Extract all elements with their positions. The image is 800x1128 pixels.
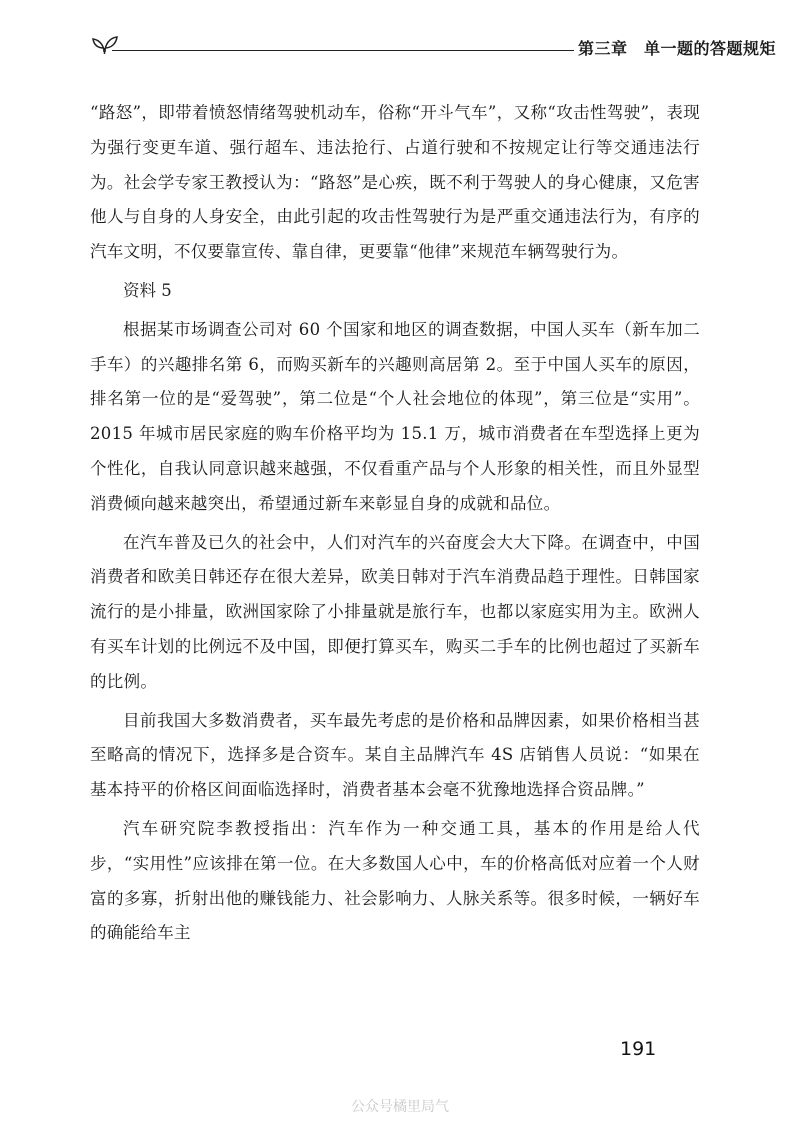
chapter-title: 第三章 单一题的答题规矩 (578, 39, 777, 58)
header-rule (112, 50, 574, 51)
page-number: 191 (620, 1038, 657, 1060)
sprout-icon (90, 30, 120, 60)
section-heading: 资料 5 (123, 280, 172, 300)
paragraph: 目前我国大多数消费者，买车最先考虑的是价格和品牌因素，如果价格相当甚至略高的情况下，选择多是合资车。某自主品牌汽车 4S 店销售人员说：“如果在基本持平的价格区间面临选择时，消费者基本会毫不犹豫地选择合资品牌。” (90, 710, 700, 800)
page-body (90, 96, 700, 951)
paragraph: 在汽车普及已久的社会中，人们对汽车的兴奋度会大大下降。在调查中，中国消费者和欧美日韩还存在很大差异，欧美日韩对于汽车消费品趋于理性。日韩国家流行的是小排量，欧洲国家除了小排量就是旅行车，也都以家庭实用为主。欧洲人有买车计划的比例远不及中国，即便打算买车，购买二手车的比例也超过了买新车的比例。 (90, 532, 700, 691)
paragraph: 根据某市场调查公司对 60 个国家和地区的调查数据，中国人买车（新车加二手车）的兴趣排名第 6，而购买新车的兴趣则高居第 2。至于中国人买车的原因，排名第一位的是“爱驾驶”，第二位是“个人社会地位的体现”，第三位是“实用”。2015 年城市居民家庭的购车价格平均为 15.1 万，城市消费者在车型选择上更为个性化，自我认同意识越来越强，不仅看重产品与个人形象的相关性，而且外显型消费倾向越来越突出，希望通过新车来彰显自身的成就和品位。 (90, 319, 700, 513)
watermark-text: 公众号橘里局气 (351, 1099, 449, 1115)
paragraph: “路怒”，即带着愤怒情绪驾驶机动车，俗称“开斗气车”，又称“攻击性驾驶”，表现为强行变更车道、强行超车、违法抢行、占道行驶和不按规定让行等交通违法行为。社会学专家王教授认为：“路怒”是心疾，既不利于驾驶人的身心健康，又危害他人与自身的人身安全，由此引起的攻击性驾驶行为是严重交通违法行为，有序的汽车文明，不仅要靠宣传、靠自律，更要靠“他律”来规范车辆驾驶行为。 (90, 103, 700, 262)
running-header (90, 30, 777, 64)
paragraph: 汽车研究院李教授指出：汽车作为一种交通工具，基本的作用是给人代步，“实用性”应该排在第一位。在大多数国人心中，车的价格高低对应着一个人财富的多寡，折射出他的赚钱能力、社会影响力、人脉关系等。很多时候，一辆好车的确能给车主 (90, 818, 700, 943)
